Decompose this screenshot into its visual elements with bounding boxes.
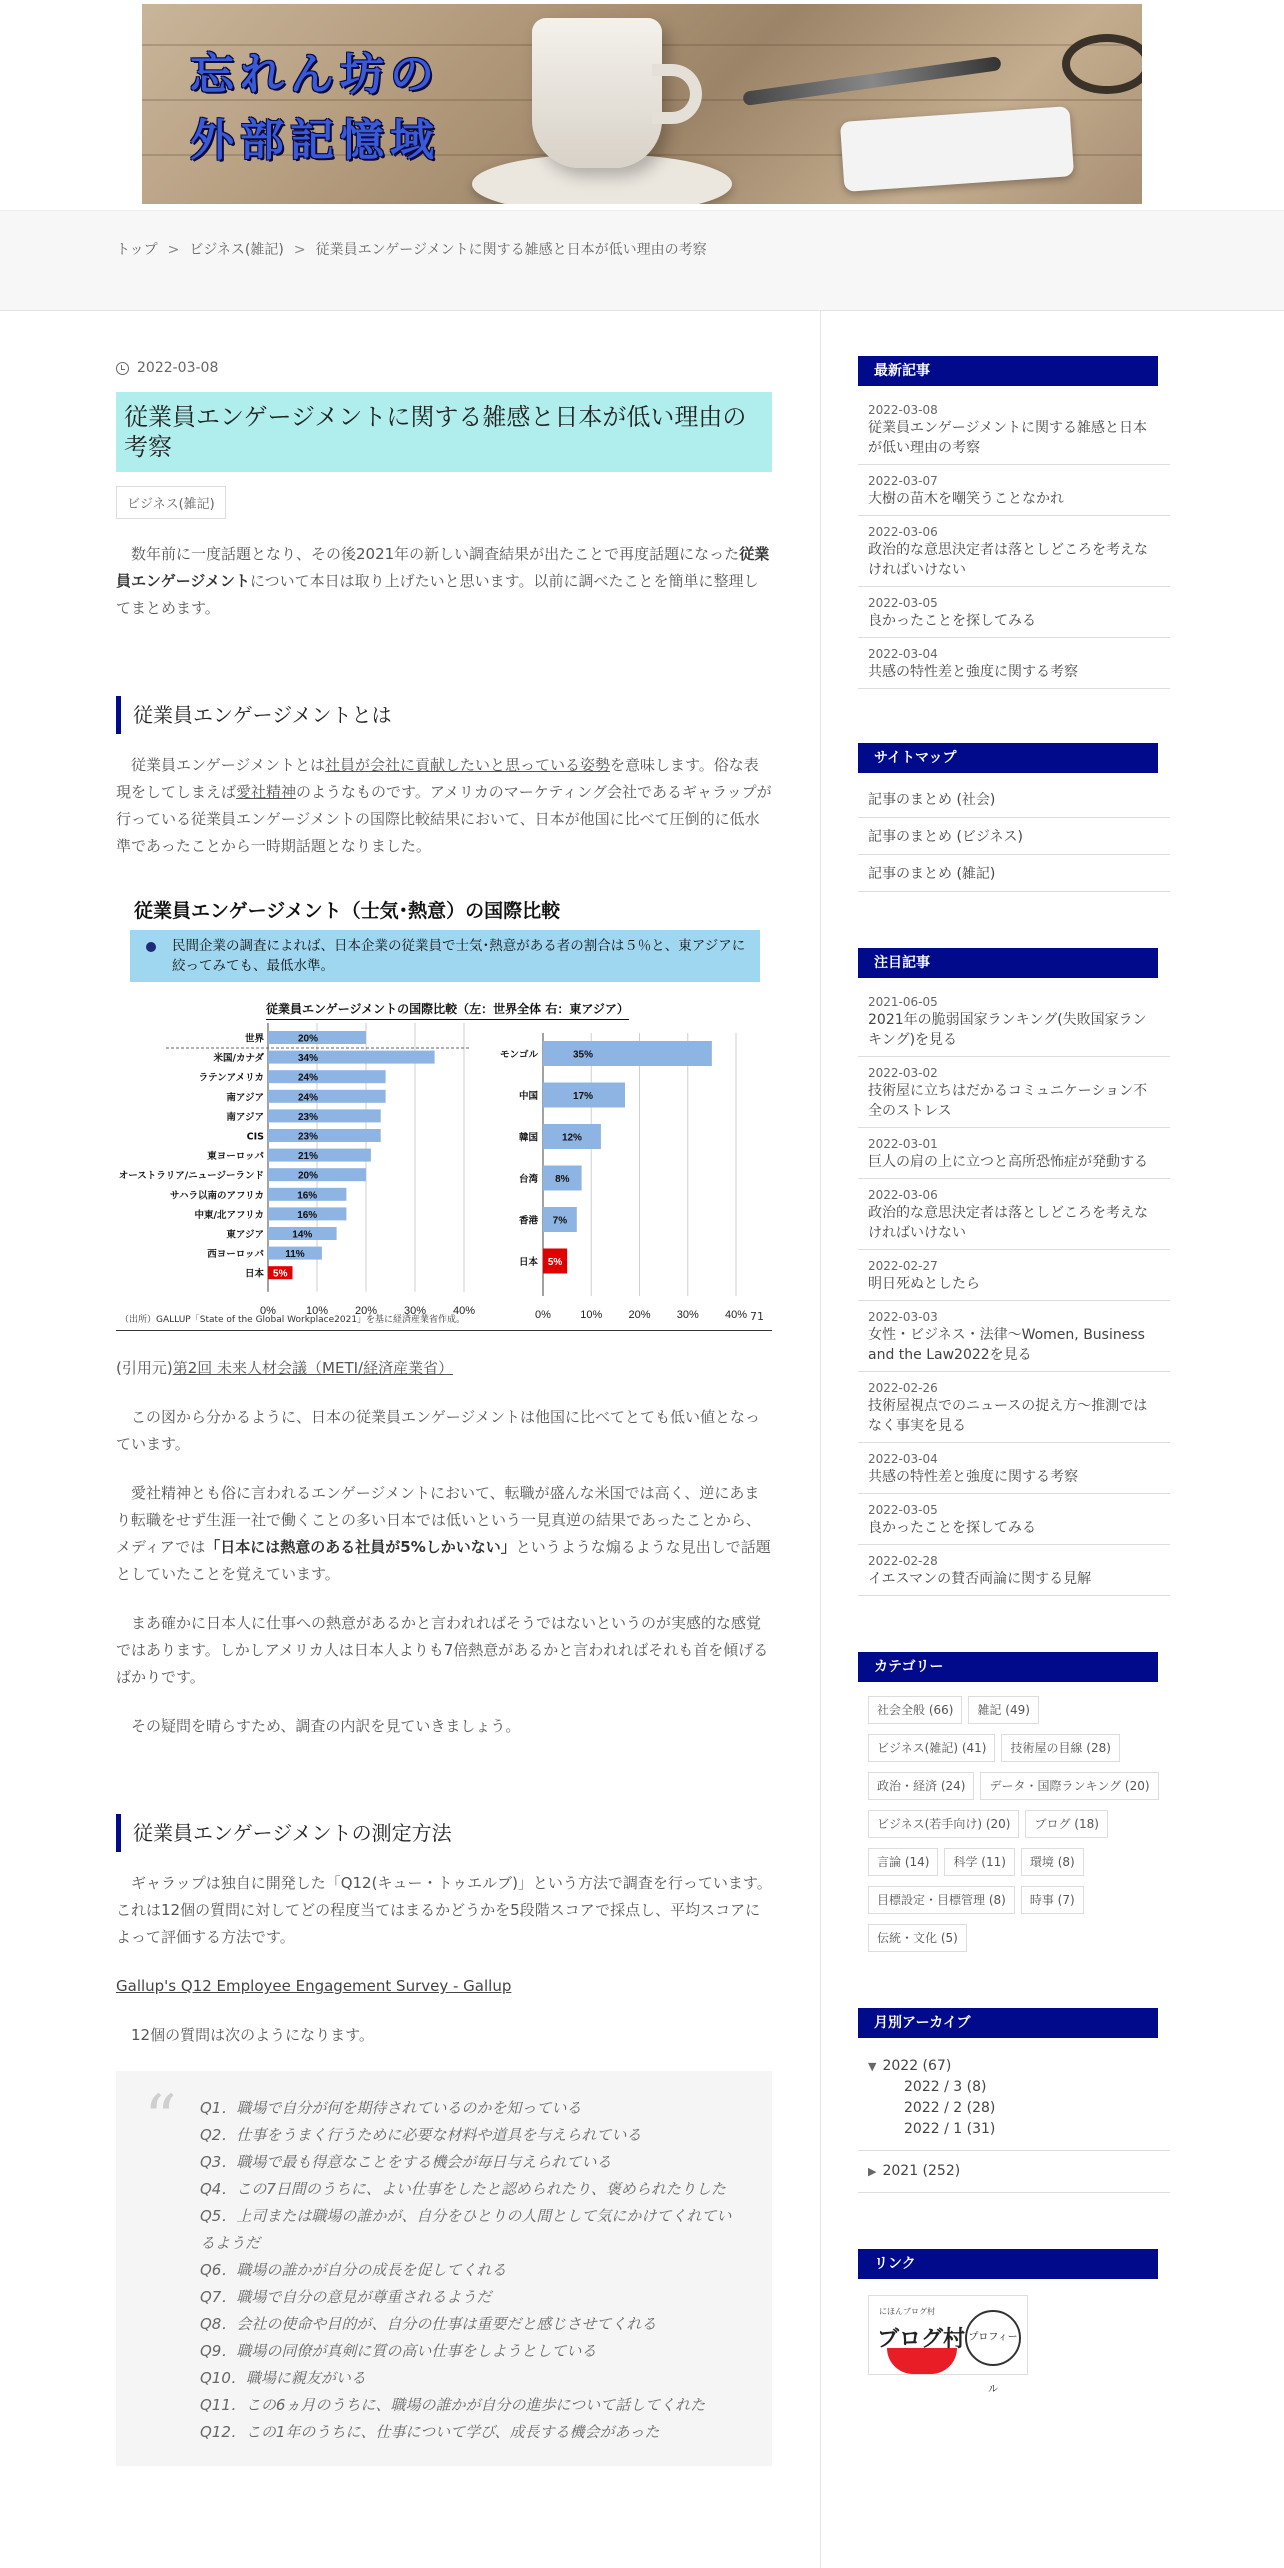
- post-title[interactable]: 良かったことを探してみる: [868, 1520, 1036, 1536]
- data-label: 5%: [273, 1268, 288, 1280]
- category-tag[interactable]: ビジネス(若手向け) (20): [868, 1810, 1019, 1838]
- post-date: 2022-03-05: [868, 596, 938, 610]
- glasses-decoration: [1062, 34, 1142, 94]
- post-title[interactable]: 大樹の苗木を嘲笑うことなかれ: [868, 491, 1064, 507]
- data-label: 7%: [552, 1215, 568, 1227]
- post-date: 2022-02-27: [868, 1259, 938, 1273]
- category-tag[interactable]: データ・国際ランキング (20): [980, 1772, 1158, 1800]
- category-tag[interactable]: 時事 (7): [1021, 1886, 1084, 1914]
- bar: [268, 1051, 435, 1064]
- paragraph-5: その疑問を晴らすため、調査の内訳を見ていきましょう。: [131, 1717, 521, 1735]
- sitemap-item[interactable]: 記事のまとめ (ビジネス): [858, 818, 1170, 855]
- q12-item: Q8．会社の使命や目的が、自分の仕事は重要だと感じさせてくれる: [200, 2315, 657, 2333]
- sitemap-item[interactable]: 記事のまとめ (雑記): [858, 855, 1170, 892]
- category-label: 南アジア: [226, 1111, 264, 1123]
- quote-mark-icon: “: [144, 2082, 177, 2156]
- category-label: 台湾: [518, 1174, 538, 1185]
- archive-month[interactable]: 2022 / 2 (28): [904, 2100, 996, 2116]
- post-item[interactable]: [858, 638, 1170, 689]
- post-item[interactable]: [858, 1250, 1170, 1301]
- post-item[interactable]: [858, 986, 1170, 1057]
- category-label: 中東/北アフリカ: [194, 1209, 264, 1221]
- data-label: 5%: [547, 1257, 563, 1268]
- category-tag[interactable]: 目標設定・目標管理 (8): [868, 1886, 1015, 1914]
- post-date: 2022-02-26: [868, 1381, 938, 1395]
- category-label: 韓国: [518, 1132, 538, 1144]
- data-label: 16%: [297, 1190, 318, 1202]
- post-item[interactable]: [858, 1494, 1170, 1545]
- figure-note: 民間企業の調査によれば、日本企業の従業員で士気･熱意がある者の割合は５％と、東アジアに絞ってみても、最低水準。: [130, 930, 760, 982]
- data-label: 16%: [297, 1209, 318, 1221]
- q12-item: Q1．職場で自分が何を期待されているのかを知っている: [200, 2099, 582, 2117]
- post-title[interactable]: 共感の特性差と強度に関する考察: [868, 1469, 1078, 1485]
- article-category-tag[interactable]: ビジネス(雑記): [116, 486, 226, 519]
- data-label: 34%: [297, 1053, 319, 1065]
- category-label: 東ヨーロッパ: [207, 1151, 264, 1163]
- post-item[interactable]: [858, 1545, 1170, 1596]
- category-tag[interactable]: ビジネス(雑記) (41): [868, 1734, 995, 1762]
- recent-list: [858, 394, 1170, 689]
- q12-item: Q7．職場で自分の意見が尊重されるようだ: [200, 2288, 492, 2306]
- recent-heading: 最新記事: [858, 356, 1158, 386]
- q12-item: Q5．上司または職場の誰かが、自分をひとりの人間として気にかけてくれているようだ: [200, 2207, 732, 2252]
- post-title[interactable]: 政治的な意思決定者は落としどころを考えなければいけない: [868, 1205, 1148, 1241]
- category-label: 米国/カナダ: [213, 1053, 264, 1065]
- post-title[interactable]: 政治的な意思決定者は落としどころを考えなければいけない: [868, 542, 1148, 578]
- post-title[interactable]: 明日死ぬとしたら: [868, 1276, 980, 1292]
- category-label: モンゴル: [499, 1049, 538, 1061]
- article-title-box: [116, 392, 772, 472]
- data-label: 17%: [572, 1091, 594, 1102]
- x-tick-label: 20%: [354, 1304, 378, 1317]
- q12-item: Q11．この6ヵ月のうちに、職場の誰かが自分の進歩について話してくれた: [200, 2396, 706, 2414]
- post-item[interactable]: [858, 465, 1170, 516]
- data-label: 21%: [297, 1151, 319, 1163]
- post-title[interactable]: 巨人の肩の上に立つと高所恐怖症が発動する: [868, 1154, 1148, 1170]
- category-tag[interactable]: 環境 (8): [1021, 1848, 1084, 1876]
- breadcrumb-home[interactable]: トップ: [116, 242, 158, 258]
- bar: [268, 1109, 381, 1122]
- section-heading-2: 従業員エンゲージメントの測定方法: [116, 1814, 772, 1852]
- blogmura-banner[interactable]: にほんブログ村 ブログ村 プロフィール: [868, 2295, 1028, 2375]
- x-tick-label: 30%: [676, 1309, 699, 1321]
- post-date: 2021-06-05: [868, 995, 938, 1009]
- category-label: 日本: [518, 1257, 538, 1268]
- collapsed-triangle-icon: ▶: [868, 2165, 877, 2178]
- q12-item: Q4．この7日間のうちに、よい仕事をしたと認められたり、褒められたりした: [200, 2180, 726, 2198]
- site-title-line2: 外部記憶域: [190, 115, 440, 166]
- coffee-cup-decoration: [532, 18, 662, 168]
- x-tick-label: 0%: [535, 1309, 551, 1321]
- post-title[interactable]: 2021年の脆弱国家ランキング(失敗国家ランキング)を見る: [868, 1012, 1147, 1048]
- data-label: 20%: [297, 1033, 319, 1045]
- post-item[interactable]: [858, 516, 1170, 587]
- category-label: サハラ以南のアフリカ: [170, 1190, 264, 1202]
- category-heading: カテゴリー: [858, 1652, 1158, 1682]
- engagement-bar-chart: [116, 886, 772, 1331]
- post-item[interactable]: [858, 1179, 1170, 1250]
- category-label: 南アジア: [226, 1092, 264, 1104]
- archive-year-2021[interactable]: ▶ 2021 (252): [868, 2161, 1160, 2182]
- post-item[interactable]: [858, 394, 1170, 465]
- sidebar: [858, 356, 1170, 2395]
- data-label: 23%: [297, 1131, 319, 1143]
- category-tag[interactable]: 雑記 (49): [968, 1696, 1038, 1724]
- featured-list: [858, 986, 1170, 1596]
- data-label: 11%: [285, 1249, 305, 1261]
- q12-blockquote: [116, 2071, 772, 2466]
- x-tick-label: 10%: [305, 1304, 329, 1317]
- post-item[interactable]: [858, 1057, 1170, 1128]
- paragraph-7: 12個の質問は次のようになります。: [131, 2026, 374, 2044]
- post-date: 2022-03-04: [868, 647, 938, 661]
- category-label: 日本: [244, 1268, 264, 1280]
- post-title[interactable]: 良かったことを探してみる: [868, 613, 1036, 629]
- category-label: オーストラリア/ニュージーランド: [118, 1170, 264, 1182]
- paragraph-definition: 従業員エンゲージメントとは社員が会社に貢献したいと思っている姿勢を意味します。俗な表現をしてしまえば愛社精神のようなものです。アメリカのマーケティング会社であるギャラップが行っている従業員エンゲージメントの国際比較結果において、日本が他国に比べて圧倒的に低水準であったことから一時期話題となりました。: [116, 756, 772, 855]
- q12-item: Q6．職場の誰かが自分の成長を促してくれる: [200, 2261, 507, 2279]
- post-item[interactable]: [858, 1301, 1170, 1372]
- links-heading: リンク: [858, 2249, 1158, 2279]
- category-tag[interactable]: 政治・経済 (24): [868, 1772, 974, 1800]
- breadcrumb: トップ > ビジネス(雑記) > 従業員エンゲージメントに関する雑感と日本が低い理由の考察: [116, 239, 707, 259]
- gallup-link[interactable]: Gallup's Q12 Employee Engagement Survey - Gallup: [116, 1977, 512, 1995]
- post-item[interactable]: [858, 587, 1170, 638]
- archive-month[interactable]: 2022 / 3 (8): [904, 2079, 987, 2095]
- category-tag[interactable]: ブログ (18): [1025, 1810, 1107, 1838]
- featured-heading: 注目記事: [858, 948, 1158, 978]
- category-label: 香港: [518, 1215, 538, 1227]
- category-tag[interactable]: 科学 (11): [944, 1848, 1014, 1876]
- archive-year-2022[interactable]: ▼ 2022 (67): [868, 2056, 1160, 2077]
- sitemap-list: [858, 781, 1170, 892]
- paragraph-2: この図から分かるように、日本の従業員エンゲージメントは他国に比べてとても低い値となっています。: [116, 1408, 760, 1453]
- figure-title: 従業員エンゲージメント（士気･熱意）の国際比較: [134, 900, 561, 922]
- post-date: 2022-03-02: [868, 1066, 938, 1080]
- q12-item: Q12．この1年のうちに、仕事について学び、成長する機会があった: [200, 2423, 660, 2441]
- post-date: 2022-03-03: [868, 1310, 938, 1324]
- breadcrumb-bar: [0, 210, 1284, 311]
- sitemap-heading: サイトマップ: [858, 743, 1158, 773]
- data-label: 20%: [297, 1170, 319, 1182]
- archive-month[interactable]: 2022 / 1 (31): [904, 2121, 996, 2137]
- q12-item: Q2．仕事をうまく行うために必要な材料や道具を与えられている: [200, 2126, 642, 2144]
- figure-page-number: 71: [750, 1310, 764, 1323]
- archive-2022: [858, 2046, 1170, 2151]
- figure-source: （出所）GALLUP「State of the Global Workplace2021」を基に経済産業省作成。: [120, 1315, 466, 1325]
- breadcrumb-current: 従業員エンゲージメントに関する雑感と日本が低い理由の考察: [315, 242, 707, 258]
- data-label: 14%: [292, 1229, 313, 1241]
- data-label: 35%: [572, 1049, 594, 1061]
- q12-item: Q10．職場に親友がいる: [200, 2369, 366, 2387]
- expanded-triangle-icon: ▼: [868, 2060, 877, 2073]
- intro-paragraph: 数年前に一度話題となり、その後2021年の新しい調査結果が出たことで再度話題になった従業員エンゲージメントについて本日は取り上げたいと思います。以前に調べたことを簡単に整理してまとめます。: [116, 545, 770, 617]
- citation: (引用元)第2回 未来人材会議（METI/経済産業省）: [116, 1359, 454, 1377]
- q12-list: [200, 2095, 742, 2446]
- profile-badge: プロフィール: [965, 2310, 1021, 2366]
- site-title-line1: 忘れん坊の: [190, 49, 440, 100]
- paragraph-6: ギャラップは独自に開発した「Q12(キュー・トゥエルブ)」という方法で調査を行っています。これは12個の質問に対してどの程度当てはまるかどうかを5段階スコアで採点し、平均スコアによって評価する方法です。: [116, 1874, 772, 1946]
- category-label: 世界: [244, 1033, 264, 1045]
- bar: [268, 1149, 371, 1162]
- post-title[interactable]: 共感の特性差と強度に関する考察: [868, 664, 1078, 680]
- x-tick-label: 20%: [628, 1309, 651, 1321]
- category-label: 西ヨーロッパ: [207, 1249, 264, 1261]
- post-title[interactable]: 女性・ビジネス・法律～Women, Business and the Law2022を見る: [868, 1327, 1145, 1363]
- post-title[interactable]: イエスマンの賛否両論に関する見解: [868, 1571, 1092, 1587]
- bar: [268, 1129, 381, 1142]
- article-title: 従業員エンゲージメントに関する雑感と日本が低い理由の考察: [124, 403, 747, 461]
- post-date: 2022-03-01: [868, 1137, 938, 1151]
- bar: [268, 1090, 386, 1103]
- post-date: 2022-03-04: [868, 1452, 938, 1466]
- x-tick-label: 10%: [580, 1309, 603, 1321]
- paragraph-3: 愛社精神とも俗に言われるエンゲージメントにおいて、転職が盛んな米国では高く、逆にあまり転職をせず生涯一社で働くことの多い日本では低いという一見真逆の結果であったことから、メディアでは「日本には熱意のある社員が5%しかいない」というような煽るような見出しで話題としていたことを覚えています。: [116, 1484, 771, 1583]
- category-tag[interactable]: 言論 (14): [868, 1848, 938, 1876]
- category-label: 中国: [518, 1091, 538, 1102]
- article-date: 2022-03-08: [116, 360, 772, 376]
- blogmura-logo: ブログ村: [877, 2326, 966, 2352]
- post-date: 2022-02-28: [868, 1554, 938, 1568]
- post-title[interactable]: 技術屋に立ちはだかるコミュニケーション不全のストレス: [868, 1083, 1148, 1119]
- figure-subtitle: 従業員エンゲージメントの国際比較（左：世界全体 右：東アジア）: [266, 1000, 629, 1020]
- post-date: 2022-03-06: [868, 1188, 938, 1202]
- archive-2021: [858, 2151, 1170, 2193]
- category-tag[interactable]: 社会全般 (66): [868, 1696, 962, 1724]
- phone-decoration: [840, 106, 1074, 192]
- q12-item: Q9．職場の同僚が真剣に質の高い仕事をしようとしている: [200, 2342, 597, 2360]
- engagement-chart-figure[interactable]: [116, 886, 772, 1331]
- post-title[interactable]: 技術屋視点でのニュースの捉え方～推測ではなく事実を見る: [868, 1398, 1148, 1434]
- citation-link[interactable]: 第2回 未来人材会議（METI/経済産業省）: [172, 1359, 454, 1377]
- category-tag[interactable]: 技術屋の目線 (28): [1001, 1734, 1119, 1762]
- post-item[interactable]: [858, 1372, 1170, 1443]
- post-date: 2022-03-07: [868, 474, 938, 488]
- post-title[interactable]: 従業員エンゲージメントに関する雑感と日本が低い理由の考察: [868, 420, 1148, 456]
- sitemap-item[interactable]: 記事のまとめ (社会): [858, 781, 1170, 818]
- data-label: 24%: [297, 1092, 319, 1104]
- clock-icon: [116, 362, 129, 375]
- bar: [268, 1070, 386, 1083]
- data-label: 24%: [297, 1072, 319, 1084]
- breadcrumb-category[interactable]: ビジネス(雑記): [189, 242, 284, 258]
- post-date: 2022-03-08: [868, 403, 938, 417]
- category-label: ラテンアメリカ: [198, 1072, 264, 1084]
- q12-item: Q3．職場で最も得意なことをする機会が毎日与えられている: [200, 2153, 612, 2171]
- post-date: 2022-03-05: [868, 1503, 938, 1517]
- site-title[interactable]: [190, 42, 440, 174]
- x-tick-label: 40%: [724, 1309, 748, 1321]
- x-tick-label: 0%: [260, 1304, 276, 1317]
- bar: [543, 1041, 712, 1066]
- article: [116, 360, 772, 2466]
- section-heading-1: 従業員エンゲージメントとは: [116, 696, 772, 734]
- x-tick-label: 30%: [403, 1304, 427, 1317]
- data-label: 8%: [555, 1174, 570, 1185]
- x-tick-label: 40%: [452, 1304, 476, 1317]
- data-label: 23%: [297, 1111, 319, 1123]
- category-label: CIS: [246, 1131, 264, 1143]
- post-item[interactable]: [858, 1128, 1170, 1179]
- header-banner[interactable]: [142, 4, 1142, 204]
- category-list: [858, 1682, 1170, 1952]
- column-divider: [820, 311, 821, 2568]
- paragraph-4: まあ確かに日本人に仕事への熱意があるかと言われればそうではないというのが実感的な感覚ではあります。しかしアメリカ人は日本人よりも7倍熱意があるかと言われればそれも首を傾げるばかりです。: [116, 1614, 769, 1686]
- archive-heading: 月別アーカイブ: [858, 2008, 1158, 2038]
- category-label: 東アジア: [226, 1229, 264, 1241]
- data-label: 12%: [561, 1132, 582, 1144]
- post-date: 2022-03-06: [868, 525, 938, 539]
- post-item[interactable]: [858, 1443, 1170, 1494]
- category-tag[interactable]: 伝統・文化 (5): [868, 1924, 967, 1952]
